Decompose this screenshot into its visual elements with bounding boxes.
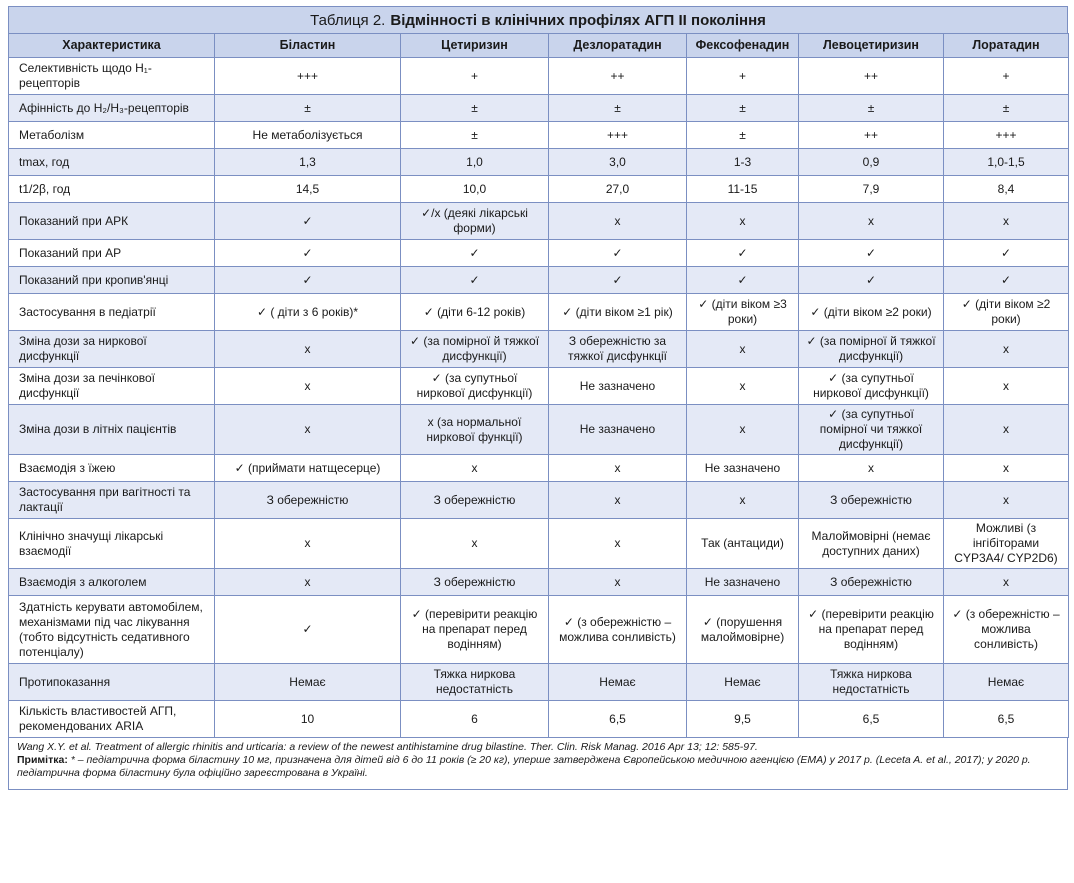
table-cell: х <box>944 455 1069 482</box>
table-cell: + <box>944 58 1069 95</box>
table-cell: 1,0-1,5 <box>944 149 1069 176</box>
table-row <box>9 331 1069 368</box>
table-cell: Немає <box>549 664 687 701</box>
table-cell: ✓ <box>215 267 401 294</box>
row-label: Показаний при кропив'янці <box>9 267 215 294</box>
table-row <box>9 596 1069 664</box>
table-cell: ± <box>215 95 401 122</box>
table-cell: ✓ (за супутньої ниркової дисфункції) <box>401 368 549 405</box>
table-cell: З обережністю за тяжкої дисфункції <box>549 331 687 368</box>
table-cell: З обережністю <box>799 482 944 519</box>
table-row <box>9 58 1069 95</box>
table-cell: 0,9 <box>799 149 944 176</box>
table-row <box>9 267 1069 294</box>
table-row <box>9 569 1069 596</box>
table-cell: ± <box>401 95 549 122</box>
table-cell: 14,5 <box>215 176 401 203</box>
table-row <box>9 240 1069 267</box>
table-cell: ✓ <box>215 240 401 267</box>
row-label: Взаємодія з алкоголем <box>9 569 215 596</box>
table-cell: 11-15 <box>687 176 799 203</box>
table-cell: Тяжка ниркова недостатність <box>799 664 944 701</box>
table-cell: х <box>549 569 687 596</box>
table-cell: ✓ (діти віком ≥3 роки) <box>687 294 799 331</box>
table-cell: ✓ (діти віком ≥1 рік) <box>549 294 687 331</box>
header-characteristic: Характеристика <box>9 34 215 58</box>
table-cell: ✓ <box>549 267 687 294</box>
table-row <box>9 405 1069 455</box>
table-cell: + <box>401 58 549 95</box>
table-cell: 6,5 <box>944 701 1069 738</box>
table-row <box>9 664 1069 701</box>
row-label: Показаний при АРК <box>9 203 215 240</box>
table-cell: Малоймовірні (немає доступних даних) <box>799 519 944 569</box>
table-cell: ± <box>401 122 549 149</box>
table-cell: + <box>687 58 799 95</box>
table-frame <box>8 6 1068 877</box>
table-cell: 1,0 <box>401 149 549 176</box>
table-cell: ✓ (за супутньої ниркової дисфункції) <box>799 368 944 405</box>
table-cell: Тяжка ниркова недостатність <box>401 664 549 701</box>
table-cell: ✓ (діти віком ≥2 роки) <box>944 294 1069 331</box>
row-label: Метаболізм <box>9 122 215 149</box>
row-label: Клінічно значущі лікарські взаємодії <box>9 519 215 569</box>
table-cell: ± <box>687 95 799 122</box>
table-cell: Не зазначено <box>549 405 687 455</box>
header-loratadine: Лоратадин <box>944 34 1069 58</box>
row-label: Зміна дози за печінкової дисфункції <box>9 368 215 405</box>
table-cell: ✓ <box>215 596 401 664</box>
table-cell: ✓ (з обережністю – можлива сонливість) <box>944 596 1069 664</box>
table-cell: 8,4 <box>944 176 1069 203</box>
table-row <box>9 176 1069 203</box>
table-cell: ✓ (за помірної й тяжкої дисфункції) <box>401 331 549 368</box>
header-bilastine: Біластин <box>215 34 401 58</box>
row-label: Протипоказання <box>9 664 215 701</box>
table-cell: +++ <box>549 122 687 149</box>
table-cell: х <box>549 482 687 519</box>
footnote-note-label: Примітка: <box>17 754 68 766</box>
table-cell: х <box>215 331 401 368</box>
table-cell: 10,0 <box>401 176 549 203</box>
table-cell: х <box>944 569 1069 596</box>
table-cell: х <box>944 368 1069 405</box>
table-cell: х <box>687 405 799 455</box>
footnote-note-text: * – педіатрична форма біластину 10 мг, призначена для дітей від 6 до 11 років (≥ 20 кг), уперше затверджена Європейською медичною агенцією (EMA) у 2017 р. (Leceta A. et al., 2017); у 2020 р. педіатрична форма біластину була офіційно зареєстрована в Україні. <box>17 754 1031 779</box>
comparison-table <box>8 33 1069 738</box>
table-cell: х <box>549 455 687 482</box>
table-cell: ✓ <box>944 240 1069 267</box>
row-label: Селективність щодо H₁-рецепторів <box>9 58 215 95</box>
table-cell: х <box>215 368 401 405</box>
table-cell: Не зазначено <box>549 368 687 405</box>
table-cell: ✓ <box>687 240 799 267</box>
table-cell: З обережністю <box>401 569 549 596</box>
row-label: Застосування в педіатрії <box>9 294 215 331</box>
table-cell: х <box>687 482 799 519</box>
table-row <box>9 149 1069 176</box>
table-cell: х <box>215 405 401 455</box>
table-cell: ✓/х (деякі лікарські форми) <box>401 203 549 240</box>
table-cell: ± <box>944 95 1069 122</box>
table-cell: х <box>549 203 687 240</box>
table-cell: Так (антациди) <box>687 519 799 569</box>
table-cell: 6,5 <box>549 701 687 738</box>
table-cell: ± <box>799 95 944 122</box>
header-row <box>9 34 1069 58</box>
table-cell: ± <box>687 122 799 149</box>
footnote-note <box>17 754 1059 780</box>
table-cell: х <box>944 405 1069 455</box>
table-cell: х <box>215 569 401 596</box>
table-cell: З обережністю <box>215 482 401 519</box>
table-cell: Не метаболізується <box>215 122 401 149</box>
table-cell: 1,3 <box>215 149 401 176</box>
row-label: Зміна дози за ниркової дисфункції <box>9 331 215 368</box>
table-row <box>9 368 1069 405</box>
table-cell: х <box>687 331 799 368</box>
table-cell: х <box>549 519 687 569</box>
table-cell: х <box>799 455 944 482</box>
table-cell: ++ <box>799 58 944 95</box>
table-cell: ✓ (за супутньої помірної чи тяжкої дисфункції) <box>799 405 944 455</box>
row-label: Здатність керувати автомобілем, механізмами під час лікування (тобто відсутність седативного потенціалу) <box>9 596 215 664</box>
header-cetirizine: Цетиризин <box>401 34 549 58</box>
table-cell: 1-3 <box>687 149 799 176</box>
table-row <box>9 294 1069 331</box>
table-row <box>9 519 1069 569</box>
table-cell: 6,5 <box>799 701 944 738</box>
table-row <box>9 701 1069 738</box>
table-title-main: Відмінності в клінічних профілях АГП ІІ покоління <box>390 11 766 29</box>
table-cell: +++ <box>944 122 1069 149</box>
table-row <box>9 455 1069 482</box>
table-cell: х <box>944 331 1069 368</box>
table-row <box>9 95 1069 122</box>
table-cell: ± <box>549 95 687 122</box>
table-cell: 7,9 <box>799 176 944 203</box>
table-cell: З обережністю <box>799 569 944 596</box>
table-cell: х <box>799 203 944 240</box>
table-cell: ✓ (діти віком ≥2 роки) <box>799 294 944 331</box>
table-cell: 3,0 <box>549 149 687 176</box>
table-cell: ✓ <box>799 267 944 294</box>
header-desloratadine: Дезлоратадин <box>549 34 687 58</box>
header-levocetirizine: Левоцетиризин <box>799 34 944 58</box>
row-label: Показаний при АР <box>9 240 215 267</box>
table-cell: х <box>944 203 1069 240</box>
table-cell: ✓ <box>799 240 944 267</box>
row-label: t1/2β, год <box>9 176 215 203</box>
row-label: Кількість властивостей АГП, рекомендованих ARIA <box>9 701 215 738</box>
table-cell: х (за нормальної ниркової функції) <box>401 405 549 455</box>
table-cell: х <box>944 482 1069 519</box>
table-footnote <box>8 738 1068 790</box>
table-row <box>9 482 1069 519</box>
table-title-prefix: Таблиця 2. <box>310 11 386 29</box>
row-label: Взаємодія з їжею <box>9 455 215 482</box>
footnote-source: Wang X.Y. et al. Treatment of allergic rhinitis and urticaria: a review of the newest antihistamine drug bilastine. Ther. Clin. Risk Manag. 2016 Apr 13; 12: 585-97. <box>17 741 758 753</box>
table-title <box>8 6 1068 33</box>
table-cell: х <box>401 519 549 569</box>
table-cell: 9,5 <box>687 701 799 738</box>
table-cell: ✓ <box>687 267 799 294</box>
table-cell: ++ <box>799 122 944 149</box>
table-cell: х <box>687 203 799 240</box>
row-label: Зміна дози в літніх пацієнтів <box>9 405 215 455</box>
table-cell: х <box>401 455 549 482</box>
table-cell: +++ <box>215 58 401 95</box>
table-cell: Немає <box>944 664 1069 701</box>
table-cell: ✓ (перевірити реакцію на препарат перед водінням) <box>799 596 944 664</box>
table-cell: ✓ <box>215 203 401 240</box>
header-fexofenadine: Фексофенадин <box>687 34 799 58</box>
table-cell: Можливі (з інгібіторами CYP3A4/ CYP2D6) <box>944 519 1069 569</box>
table-cell: Не зазначено <box>687 455 799 482</box>
table-cell: 10 <box>215 701 401 738</box>
table-cell: 6 <box>401 701 549 738</box>
table-cell: ✓ ( діти з 6 років)* <box>215 294 401 331</box>
table-cell: ✓ (перевірити реакцію на препарат перед водінням) <box>401 596 549 664</box>
table-cell: Немає <box>215 664 401 701</box>
table-cell: ✓ (за помірної й тяжкої дисфункції) <box>799 331 944 368</box>
table-cell: З обережністю <box>401 482 549 519</box>
row-label: Афінність до H₂/H₃-рецепторів <box>9 95 215 122</box>
table-cell: ++ <box>549 58 687 95</box>
table-cell: ✓ <box>549 240 687 267</box>
row-label: tmax, год <box>9 149 215 176</box>
table-row <box>9 203 1069 240</box>
table-cell: х <box>215 519 401 569</box>
table-cell: х <box>687 368 799 405</box>
table-cell: Не зазначено <box>687 569 799 596</box>
table-cell: ✓ (порушення малоймовірне) <box>687 596 799 664</box>
table-cell: ✓ (приймати натщесерце) <box>215 455 401 482</box>
table-cell: ✓ (з обережністю – можлива сонливість) <box>549 596 687 664</box>
table-cell: 27,0 <box>549 176 687 203</box>
table-cell: Немає <box>687 664 799 701</box>
row-label: Застосування при вагітності та лактації <box>9 482 215 519</box>
table-cell: ✓ <box>401 267 549 294</box>
table-cell: ✓ <box>401 240 549 267</box>
table-cell: ✓ (діти 6-12 років) <box>401 294 549 331</box>
table-row <box>9 122 1069 149</box>
table-cell: ✓ <box>944 267 1069 294</box>
